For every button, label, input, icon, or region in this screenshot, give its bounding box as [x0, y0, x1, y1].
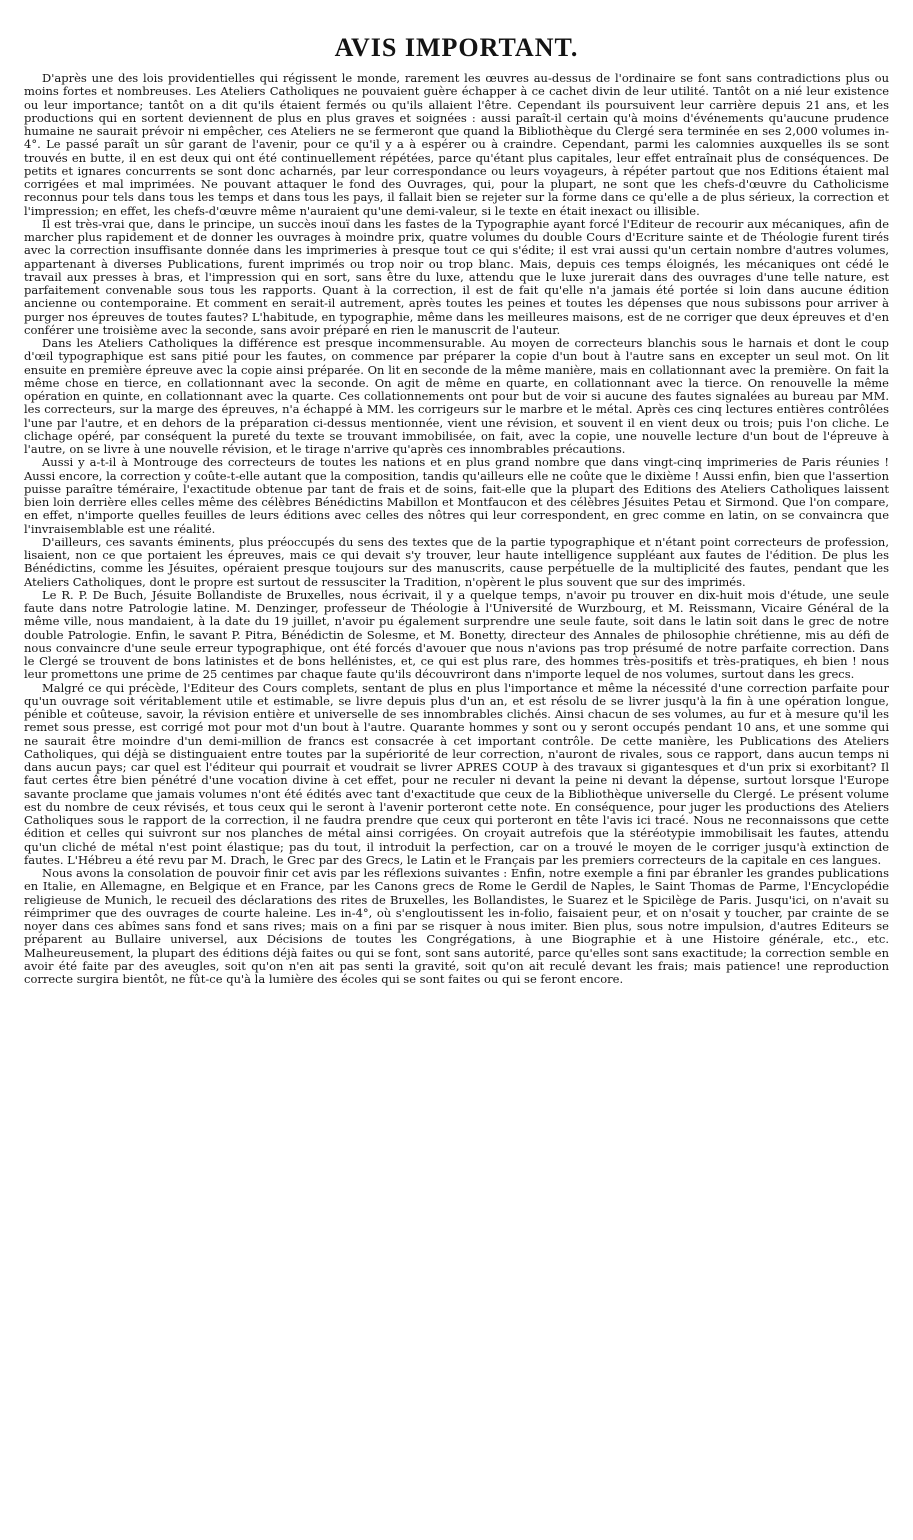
paragraph-6: Le R. P. De Buch, Jésuite Bollandiste de Bruxelles, nous écrivait, il y a quelque temps, n'avoir pu trouver en dix-huit mois d'étude, une seule faute dans notre Patrologie latine. M. Denzinger, professeur de Théologie à l'Université de Wurzbourg, et M. Reissmann, Vicaire Général de la même ville, nous mandaient, à la date du 19 juillet, n'avoir pu également surprendre une seule faute, soit dans le latin soit dans le grec de notre double Patrologie. Enfin, le savant P. Pitra, Bénédictin de Solesme, et M. Bonetty, directeur des Annales de philosophie chrétienne, mis au défi de nous convaincre d'une seule erreur typographique, ont été forcés d'avouer que nous n'avions pas trop présumé de notre parfaite correction. Dans le Clergé se trouvent de bons latinistes et de bons hellénistes, et, ce qui est plus rare, des hommes très-positifs et très-pratiques, eh bien ! nous leur promettons une prime de 25 centimes par chaque faute qu'ils découvriront dans n'importe lequel de nos volumes, surtout dans les grecs. — [24, 587, 889, 682]
paragraph-1: D'après une des lois providentielles qui régissent le monde, rarement les œuvres au-dessus de l'ordinaire se font sans contradictions plus ou moins fortes et nombreuses. Les Ateliers Catholiques ne pouvaient guère échapper à ce cachet divin de leur utilité. Tantôt on a nié leur existence ou leur importance; tantôt on a dit qu'ils étaient fermés ou qu'ils allaient l'être. Cependant ils poursuivent leur carrière depuis 21 ans, et les productions qui en sortent deviennent de plus en plus graves et soignées : aussi paraît-il certain qu'à moins d'événements qu'aucune prudence humaine ne saurait prévoir ni empêcher, ces Ateliers ne se fermeront que quand la Bibliothèque du Clergé sera terminée en ses 2,000 volumes in-4°. Le passé paraît un sûr garant de l'avenir, pour ce qu'il y a à espérer ou à craindre. Cependant, parmi les calomnies auxquelles ils se sont trouvés en butte, il en est deux qui ont été continuellement répétées, parce qu'étant plus capitales, leur effet entraînait plus de conséquences. De petits et ignares concurrents se sont donc acharnés, par leur correspondance ou leurs voyageurs, à répéter partout que nos Editions étaient mal corrigées et mal imprimées. Ne pouvant attaquer le fond des Ouvrages, qui, pour la plupart, ne sont que les chefs-d'œuvre du Catholicisme reconnus pour tels dans tous les temps et dans tous les pays, il fallait bien se rejeter sur la forme dans ce qu'elle a de plus sérieux, la correction et l'impression; en effet, les chefs-d'œuvre même n'auraient qu'une demi-valeur, si le texte en était inexact ou illisible. — [24, 71, 889, 218]
paragraph-2: Il est très-vrai que, dans le principe, un succès inouï dans les fastes de la Typographie ayant forcé l'Editeur de recourir aux mécaniques, afin de marcher plus rapidement et de donner les ouvrages à moindre prix, quatre volumes du double Cours d'Ecriture sainte et de Théologie furent tirés avec la correction insuffisante donnée dans les imprimeries à presque tout ce qui s'édite; il est vrai aussi qu'un certain nombre d'autres volumes, appartenant à diverses Publications, furent imprimés ou trop noir ou trop blanc. Mais, depuis ces temps éloignés, les mécaniques ont cédé le travail aux presses à bras, et l'impression qui en sort, sans être du luxe, attendu que le luxe jurerait dans des ouvrages d'une telle nature, est parfaitement convenable sous tous les rapports. Quant à la correction, il est de fait qu'elle n'a jamais été portée si loin dans aucune édition ancienne ou contemporaine. Et comment en serait-il autrement, après toutes les peines et toutes les dépenses que nous subissons pour arriver à purger nos épreuves de toutes fautes? L'habitude, en typographie, même dans les meilleures maisons, est de ne corriger que deux épreuves et d'en conférer une troisième avec la seconde, sans avoir préparé en rien le manuscrit de l'auteur. — [24, 216, 889, 337]
paragraph-4: Aussi y a-t-il à Montrouge des correcteurs de toutes les nations et en plus grand nombre que dans vingt-cinq imprimeries de Paris réunies ! Aussi encore, la correction y coûte-t-elle autant que la composition, tandis qu'ailleurs elle ne coûte que le dixième ! Aussi enfin, bien que l'assertion puisse paraître téméraire, l'exactitude obtenue par tant de frais et de soins, fait-elle que la plupart des Editions des Ateliers Catholiques laissent bien loin derrière elles celles même des célèbres Bénédictins Mabillon et Montfaucon et des célèbres Jésuites Petau et Sirmond. Que l'on compare, en effet, n'importe quelles feuilles de leurs éditions avec celles des nôtres qui leur correspondent, en grec comme en latin, on se convaincra que l'invraisemblable est une réalité. — [24, 455, 889, 536]
notice-body — [24, 72, 889, 986]
paragraph-7: Malgré ce qui précède, l'Editeur des Cours complets, sentant de plus en plus l'importance et même la nécessité d'une correction parfaite pour qu'un ouvrage soit véritablement utile et estimable, se livre depuis plus d'un an, et est résolu de se livrer jusqu'à la fin à une opération longue, pénible et coûteuse, savoir, la révision entière et universelle de ses innombrables clichés. Ainsi chacun de ses volumes, au fur et à mesure qu'il les remet sous presse, est corrigé mot pour mot d'un bout à l'autre. Quarante hommes y sont ou y seront occupés pendant 10 ans, et une somme qui ne saurait être moindre d'un demi-million de francs est consacrée à cet important contrôle. De cette manière, les Publications des Ateliers Catholiques, qui déjà se distinguaient entre toutes par la supériorité de leur correction, n'auront de rivales, sous ce rapport, dans aucun temps ni dans aucun pays; car quel est l'éditeur qui pourrait et voudrait se livrer APRES COUP à des travaux si gigantesques et d'un prix si exorbitant? Il faut certes être bien pénétré d'une vocation divine à cet effet, pour ne reculer ni devant la peine ni devant la dépense, surtout lorsque l'Europe savante proclame que jamais volumes n'ont été édités avec tant d'exactitude que ceux de la Bibliothèque universelle du Clergé. Le présent volume est du nombre de ceux révisés, et tous ceux qui le seront à l'avenir porteront cette note. En conséquence, pour juger les productions des Ateliers Catholiques sous le rapport de la correction, il ne faudra prendre que ceux qui porteront en tête l'avis ici tracé. Nous ne reconnaissons que cette édition et celles qui suivront sur nos planches de métal ainsi corrigées. On croyait autrefois que la stéréotypie immobilisait les fautes, attendu qu'un cliché de métal n'est point élastique; pas du tout, il introduit la perfection, car on a trouvé le moyen de le corriger jusqu'à extinction de fautes. L'Hébreu a été revu par M. Drach, le Grec par des Grecs, le Latin et le Français par les premiers correcteurs de la capitale en ces langues. — [24, 680, 889, 867]
page-title: AVIS IMPORTANT. — [334, 33, 579, 62]
paragraph-8: Nous avons la consolation de pouvoir finir cet avis par les réflexions suivantes : Enfin, notre exemple a fini par ébranler les grandes publications en Italie, en Allemagne, en Belgique et en France, par les Canons grecs de Rome le Gerdil de Naples, le Saint Thomas de Parme, l'Encyclopédie religieuse de Munich, le recueil des déclarations des rites de Bruxelles, les Bollandistes, le Suarez et le Spicilège de Paris. Jusqu'ici, on n'avait su réimprimer que des ouvrages de courte haleine. Les in-4°, où s'engloutissent les in-folio, faisaient peur, et on n'osait y toucher, par crainte de se noyer dans ces abîmes sans fond et sans rives; mais on a fini par se risquer à nous imiter. Bien plus, sous notre impulsion, d'autres Editeurs se préparent au Bullaire universel, aux Décisions de toutes les Congrégations, à une Biographie et à une Histoire générale, etc., etc. Malheureusement, la plupart des éditions déjà faites ou qui se font, sont sans autorité, parce qu'elles sont sans exactitude; la correction semble en avoir été faite par des aveugles, soit qu'on n'en ait pas senti la gravité, soit qu'on ait reculé devant les frais; mais patience! une reproduction correcte surgira bientôt, ne fût-ce qu'à la lumière des écoles qui se sont faites ou qui se feront encore. — [24, 866, 889, 986]
paragraph-5: D'ailleurs, ces savants éminents, plus préoccupés du sens des textes que de la partie typographique et n'étant point correcteurs de profession, lisaient, non ce que portaient les épreuves, mais ce qui devait s'y trouver, leur haute intelligence suppléant aux fautes de l'édition. De plus les Bénédictins, comme les Jésuites, opéraient presque toujours sur des manuscrits, cause perpétuelle de la multiplicité des fautes, pendant que les Ateliers Catholiques, dont le propre est surtout de ressusciter la Tradition, n'opèrent le plus souvent que sur des imprimés. — [24, 534, 889, 589]
paragraph-3: Dans les Ateliers Catholiques la différence est presque incommensurable. Au moyen de correcteurs blanchis sous le harnais et dont le coup d'œil typographique est sans pitié pour les fautes, on commence par préparer la copie d'un bout à l'autre sans en excepter un seul mot. On lit ensuite en première épreuve avec la copie ainsi préparée. On lit en seconde de la même manière, mais en collationnant avec la première. On fait la même chose en tierce, en collationnant avec la seconde. On agit de même en quarte, en collationnant avec la tierce. On renouvelle la même opération en quinte, en collationnant avec la quarte. Ces collationnements ont pour but de voir si aucune des fautes signalées au bureau par MM. les correcteurs, sur la marge des épreuves, n'a échappé à MM. les corrigeurs sur le marbre et le métal. Après ces cinq lectures entières contrôlées l'une par l'autre, et en dehors de la préparation ci-dessus mentionnée, vient une révision, et souvent il en vient deux ou trois; puis l'on cliche. Le clichage opéré, par conséquent la pureté du texte se trouvant immobilisée, on fait, avec la copie, une nouvelle lecture d'un bout de l'épreuve à l'autre, on se livre à une nouvelle révision, et le tirage n'arrive qu'après ces innombrables précautions. — [24, 336, 889, 456]
